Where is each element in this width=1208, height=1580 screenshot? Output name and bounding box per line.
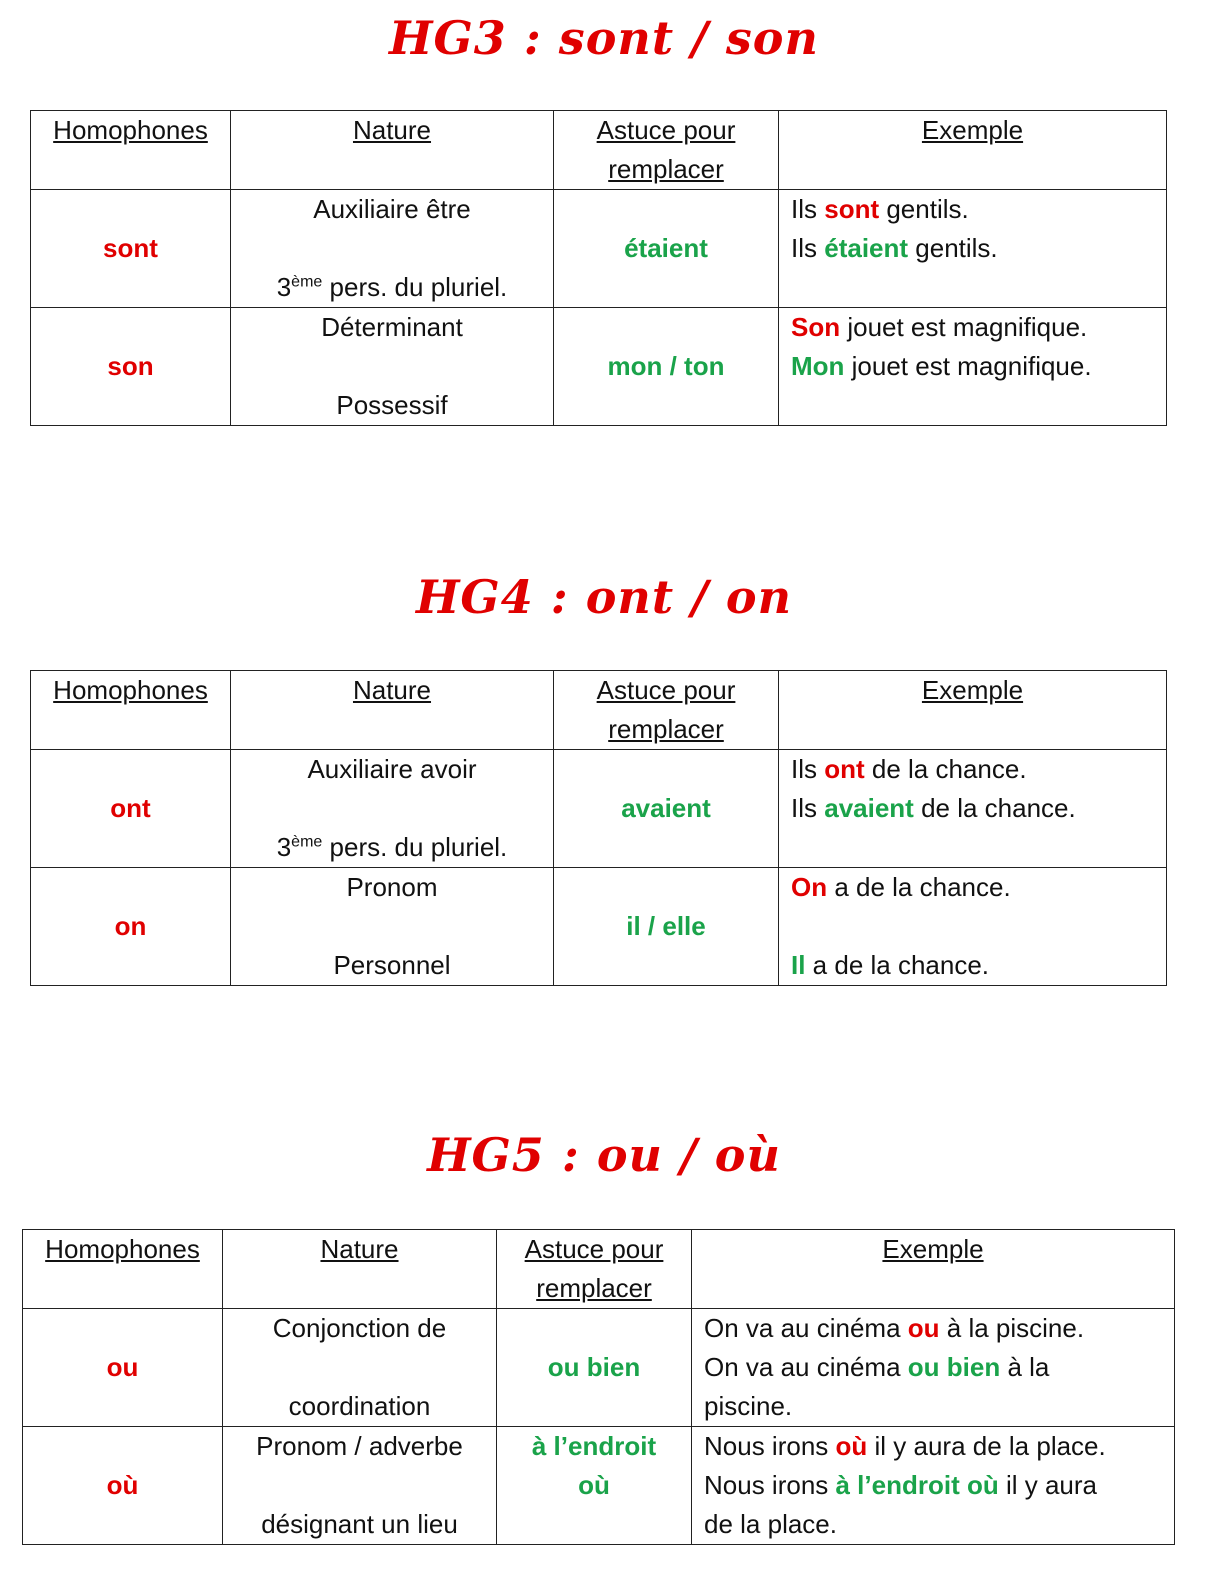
- homophone-cell: sont: [31, 190, 231, 308]
- nature-cell: Pronom / adverbe désignant un lieu: [223, 1427, 497, 1545]
- hg5-header-row: [23, 1230, 1175, 1309]
- hg4-title: HG4 : ont / on: [415, 570, 793, 624]
- nature-cell: Déterminant Possessif: [231, 308, 554, 426]
- exemple-cell: Son jouet est magnifique. Mon jouet est magnifique.: [779, 308, 1167, 426]
- header-homophones: Homophones: [31, 671, 231, 750]
- header-astuce: Astuce pour remplacer: [554, 671, 779, 750]
- exemple-cell: Ils sont gentils. Ils étaient gentils.: [779, 190, 1167, 308]
- hg5-table: [22, 1229, 1175, 1545]
- header-nature: Nature: [231, 111, 554, 190]
- hg4-header-row: [31, 671, 1167, 750]
- header-nature: Nature: [223, 1230, 497, 1309]
- header-exemple: Exemple: [692, 1230, 1175, 1309]
- table-row: [23, 1427, 1175, 1545]
- hg3-table: [30, 110, 1167, 426]
- header-astuce: Astuce pour remplacer: [554, 111, 779, 190]
- table-row: [31, 190, 1167, 308]
- header-astuce: Astuce pour remplacer: [497, 1230, 692, 1309]
- nature-cell: Pronom Personnel: [231, 868, 554, 986]
- header-homophones: Homophones: [31, 111, 231, 190]
- nature-cell: Auxiliaire être 3ème pers. du pluriel.: [231, 190, 554, 308]
- nature-cell: Conjonction de coordination: [223, 1309, 497, 1427]
- homophone-cell: où: [23, 1427, 223, 1545]
- astuce-cell: ou bien: [497, 1309, 692, 1427]
- hg4-table: [30, 670, 1167, 986]
- exemple-cell: Nous irons où il y aura de la place. Nous irons à l’endroit où il y aura de la place.: [692, 1427, 1175, 1545]
- homophone-cell: son: [31, 308, 231, 426]
- homophone-cell: on: [31, 868, 231, 986]
- header-homophones: Homophones: [23, 1230, 223, 1309]
- table-row: [31, 750, 1167, 868]
- nature-cell: Auxiliaire avoir 3ème pers. du pluriel.: [231, 750, 554, 868]
- astuce-cell: avaient: [554, 750, 779, 868]
- header-exemple: Exemple: [779, 111, 1167, 190]
- homophone-cell: ont: [31, 750, 231, 868]
- homophone-cell: ou: [23, 1309, 223, 1427]
- header-nature: Nature: [231, 671, 554, 750]
- exemple-cell: Ils ont de la chance. Ils avaient de la chance.: [779, 750, 1167, 868]
- hg3-title: HG3 : sont / son: [389, 11, 819, 65]
- astuce-cell: étaient: [554, 190, 779, 308]
- hg5-title: HG5 : ou / où: [427, 1128, 781, 1182]
- astuce-cell: à l’endroit où: [497, 1427, 692, 1545]
- exemple-cell: On a de la chance. Il a de la chance.: [779, 868, 1167, 986]
- astuce-cell: mon / ton: [554, 308, 779, 426]
- hg3-header-row: [31, 111, 1167, 190]
- table-row: [23, 1309, 1175, 1427]
- header-exemple: Exemple: [779, 671, 1167, 750]
- table-row: [31, 868, 1167, 986]
- astuce-cell: il / elle: [554, 868, 779, 986]
- table-row: [31, 308, 1167, 426]
- exemple-cell: On va au cinéma ou à la piscine. On va au cinéma ou bien à la piscine.: [692, 1309, 1175, 1427]
